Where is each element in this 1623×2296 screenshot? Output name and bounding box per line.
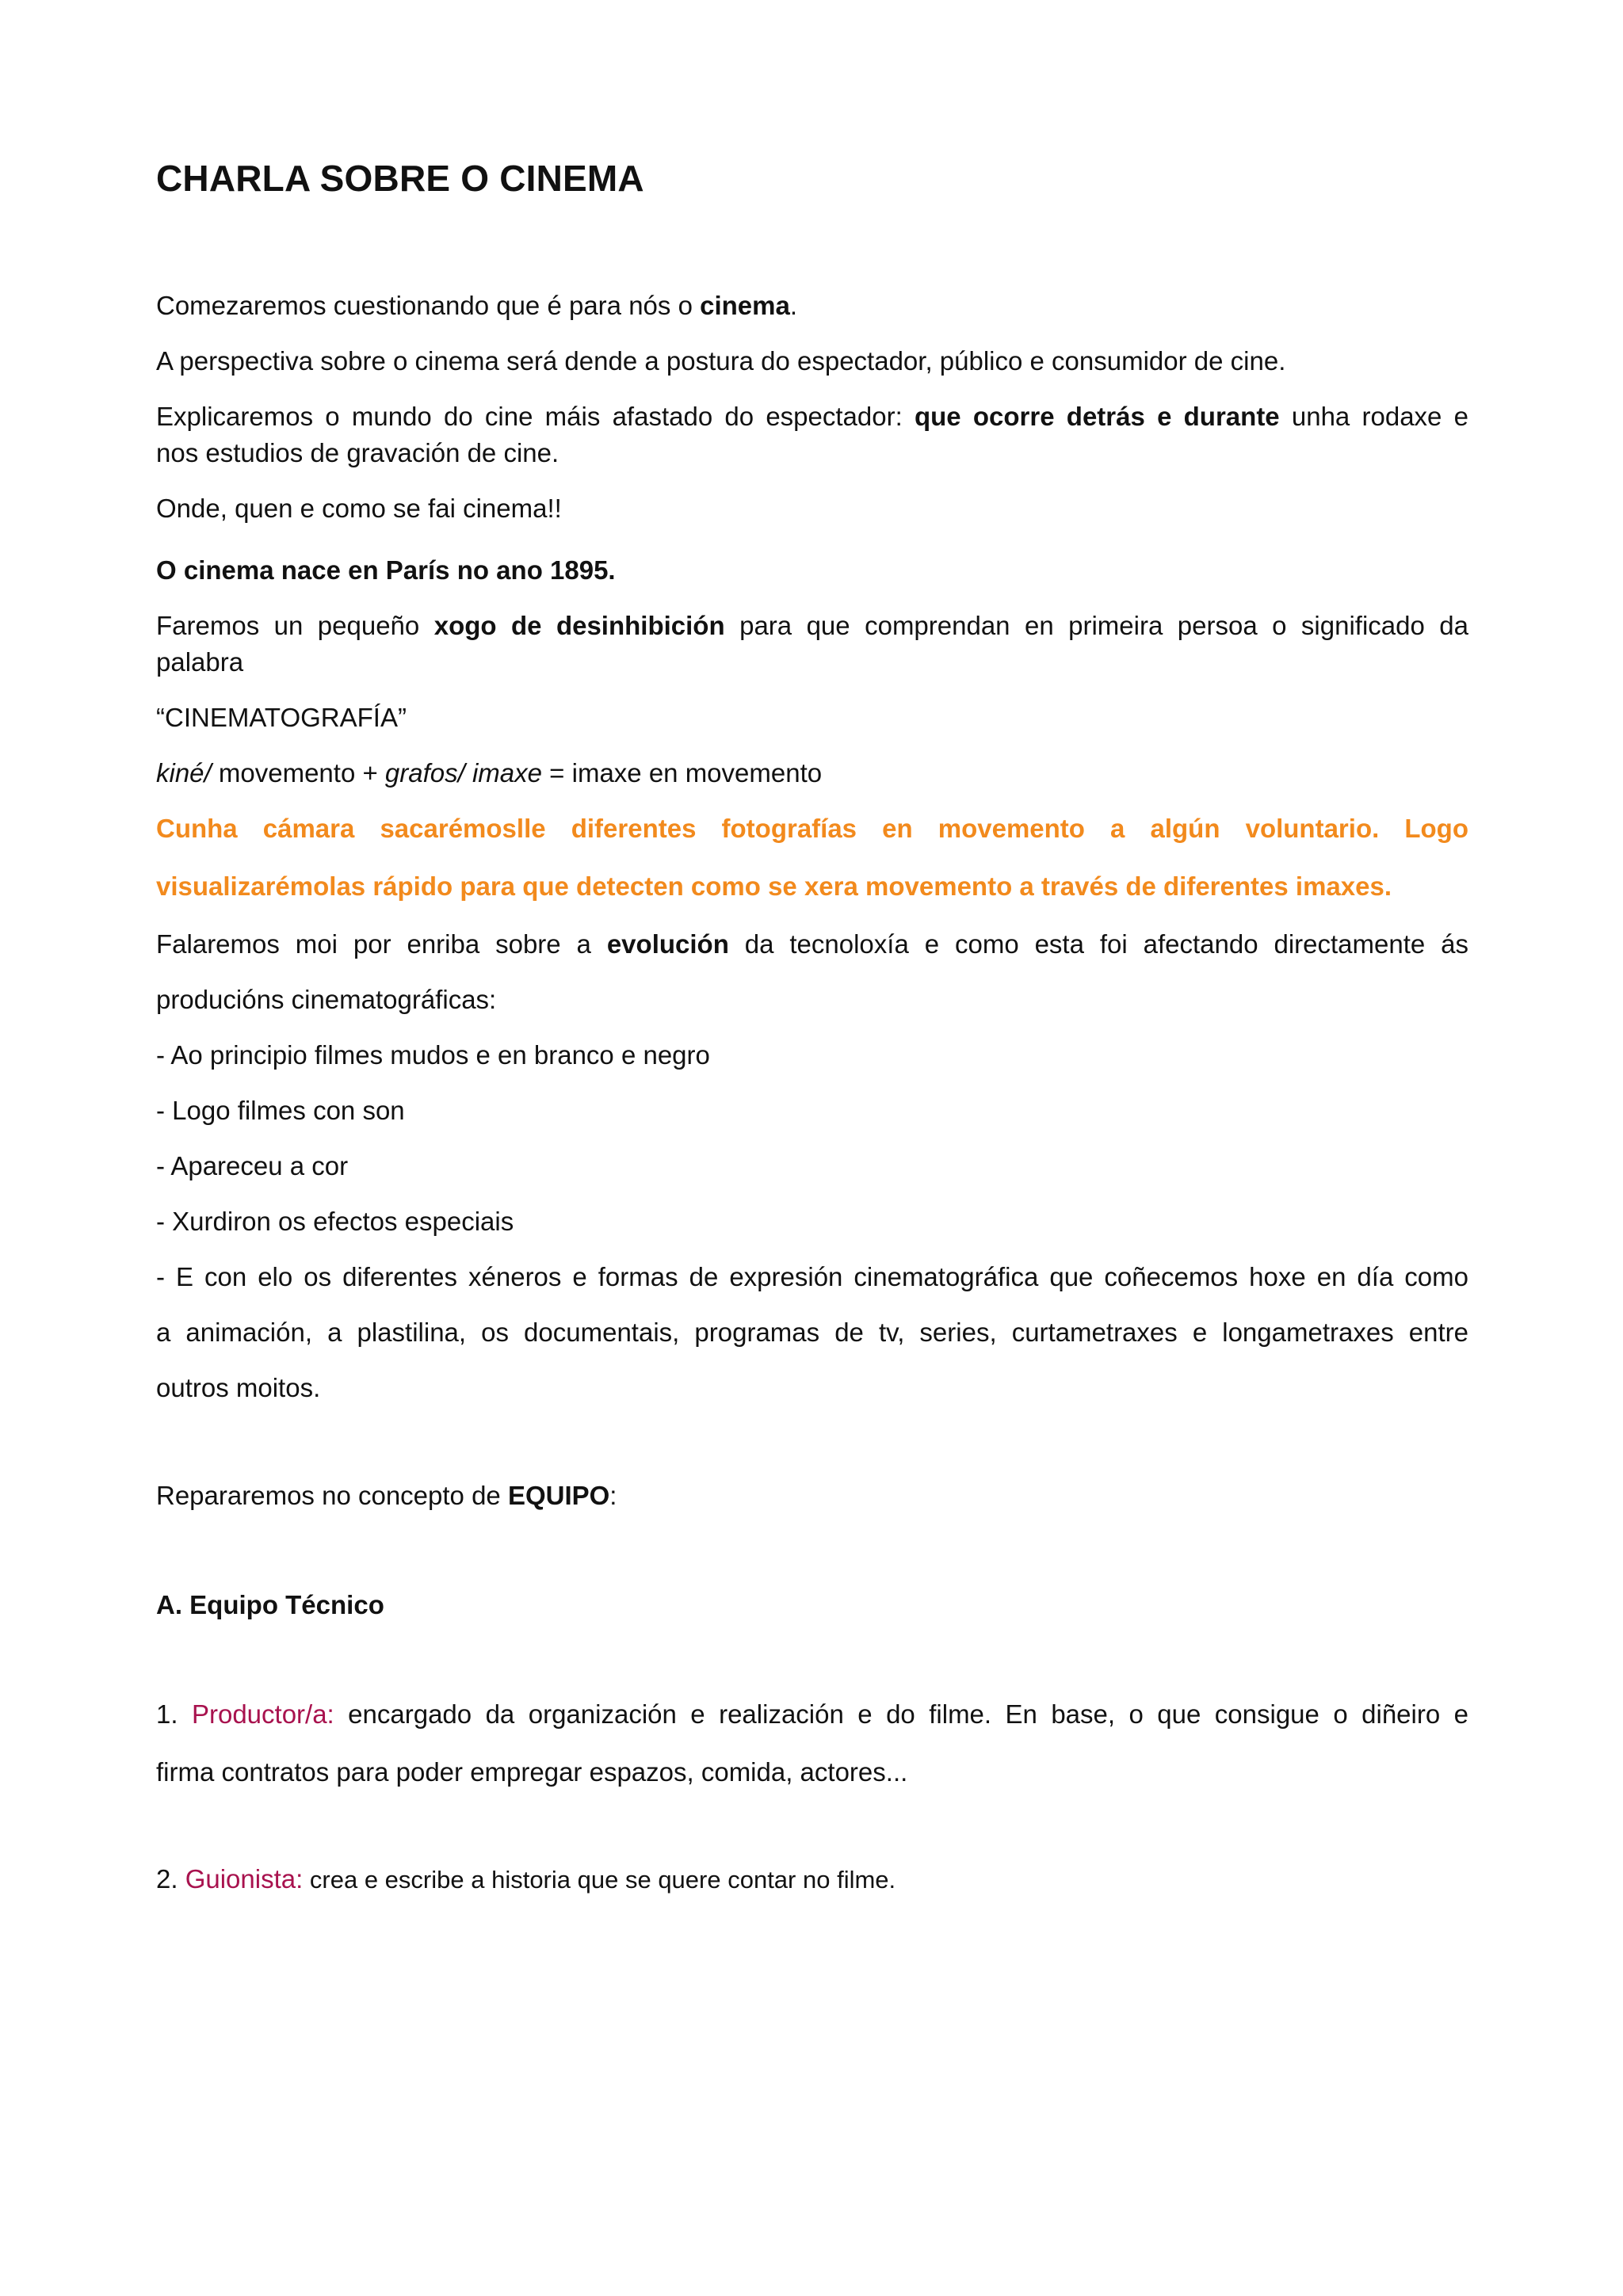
paragraph-evolution-line1 (156, 925, 1468, 963)
paragraph-explain-line2: nos estudios de gravación de cine. (156, 438, 559, 467)
list-item: - Ao principio filmes mudos e en branco e negro (156, 1040, 710, 1070)
list-item: - Logo filmes con son (156, 1096, 405, 1125)
item-productor-line2: firma contratos para poder empregar espazos, comida, actores... (156, 1757, 908, 1787)
explain-text: Explicaremos o mundo do cine máis afastado do espectador: (156, 402, 915, 431)
item-guionista (156, 1860, 1468, 1898)
list-item: - Apareceu a cor (156, 1151, 349, 1180)
paragraph-game-line2: palabra (156, 647, 244, 677)
explain-bold: que ocorre detrás e durante (914, 402, 1280, 431)
paragraph-paris-1895: O cinema nace en París no ano 1895. (156, 555, 616, 585)
document-page (156, 0, 1468, 2296)
equipo-text: Repararemos no concepto de (156, 1481, 508, 1510)
item-number: 2. (156, 1864, 185, 1894)
orange-activity-line1: Cunha cámara sacarémoslle diferentes fotografías en movemento a algún voluntario. Logo (156, 814, 1468, 843)
cinematografia-word: “CINEMATOGRAFÍA” (156, 703, 407, 732)
etymology-line (156, 754, 1468, 791)
paragraph-genres-line2: a animación, a plastilina, os documentais, programas de tv, series, curtametraxes e longametraxes entre (156, 1318, 1468, 1347)
role-guionista: Guionista: (185, 1864, 304, 1894)
paragraph-game-line1 (156, 607, 1468, 644)
game-text-after: para que comprendan en primeira persoa o significado da (724, 611, 1468, 640)
intro-bold: cinema (700, 291, 790, 320)
etymology-movemento: movemento + (211, 758, 385, 788)
item-productor-line1 (156, 1695, 1468, 1733)
paragraph-intro (156, 287, 1468, 324)
evolution-text: Falaremos moi por enriba sobre a (156, 929, 607, 959)
etymology-grafos: grafos/ imaxe (384, 758, 543, 788)
role-productor: Productor/a: (191, 1699, 334, 1729)
etymology-kine: kiné/ (156, 758, 212, 788)
guionista-description: crea e escribe a historia que se quere contar no filme. (303, 1866, 896, 1894)
paragraph-where-who: Onde, quen e como se fai cinema!! (156, 494, 562, 523)
orange-activity-line2: visualizarémolas rápido para que detecten como se xera movemento a través de diferentes imaxes. (156, 871, 1392, 901)
game-text: Faremos un pequeño (156, 611, 434, 640)
paragraph-equipo (156, 1477, 1468, 1514)
etymology-result: = imaxe en movemento (542, 758, 823, 788)
document-title: CHARLA SOBRE O CINEMA (156, 158, 644, 199)
paragraph-perspective: A perspectiva sobre o cinema será dende a postura do espectador, público e consumidor de cine. (156, 346, 1286, 376)
section-heading-equipo-tecnico: A. Equipo Técnico (156, 1590, 384, 1619)
intro-punct: . (789, 291, 797, 320)
item-number: 1. (156, 1699, 192, 1729)
paragraph-genres-line3: outros moitos. (156, 1373, 321, 1402)
intro-text: Comezaremos cuestionando que é para nós o (156, 291, 701, 320)
game-bold: xogo de desinhibición (433, 611, 725, 640)
paragraph-explain-line1 (156, 398, 1468, 435)
paragraph-evolution-line2: producións cinematográficas: (156, 985, 497, 1014)
explain-text-after: unha rodaxe e (1279, 402, 1468, 431)
equipo-bold: EQUIPO (507, 1481, 610, 1510)
productor-description: encargado da organización e realización e do filme. En base, o que consigue o diñeiro e (334, 1699, 1468, 1729)
evolution-bold: evolución (606, 929, 729, 959)
evolution-text-after: da tecnoloxía e como esta foi afectando directamente ás (728, 929, 1468, 959)
paragraph-genres-line1: - E con elo os diferentes xéneros e formas de expresión cinematográfica que coñecemos hoxe en día como (156, 1262, 1468, 1291)
list-item: - Xurdiron os efectos especiais (156, 1207, 514, 1236)
equipo-punct: : (609, 1481, 617, 1510)
